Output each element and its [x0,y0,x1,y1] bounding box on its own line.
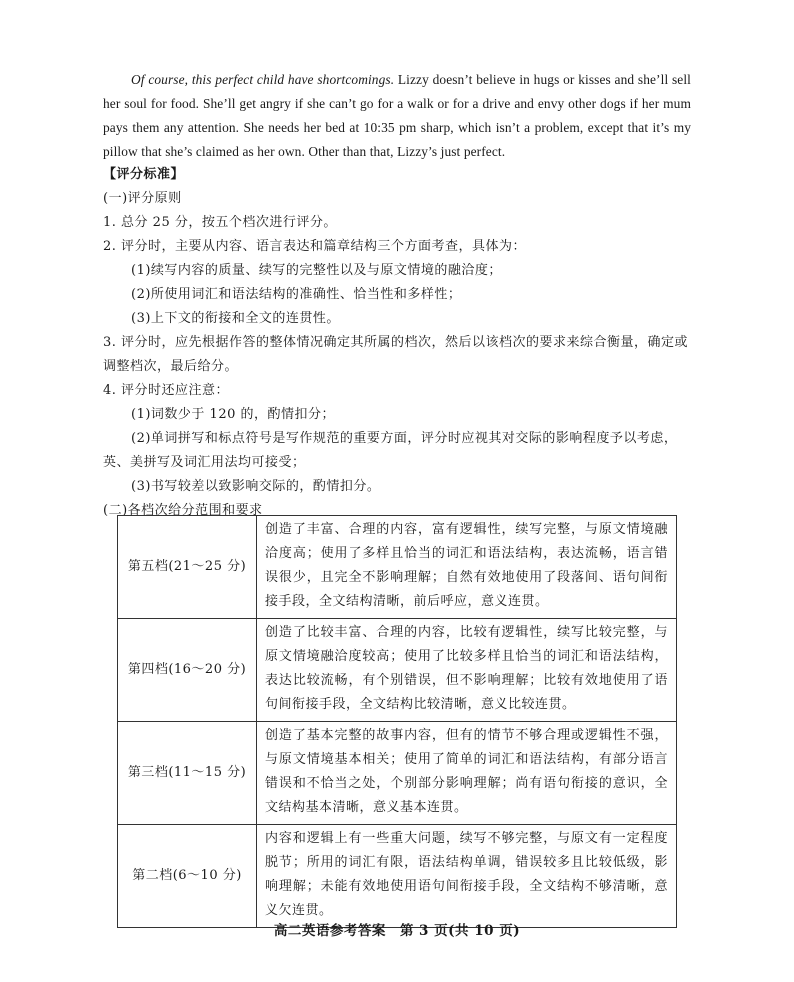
criteria-item-4-sub-1: (1)词数少于 120 的，酌情扣分； [131,407,335,422]
grade-level-table [117,515,677,928]
criteria-item-4-sub-3: (3)书写较差以致影响交际的，酌情扣分。 [131,479,381,494]
criteria-item-4-sub-2-line-1: (2)单词拼写和标点符号是写作规范的重要方面，评分时应视其对交际的影响程度予以考虑， [131,431,678,446]
criteria-item-2-sub-2: (2)所使用词汇和语法结构的准确性、恰当性和多样性； [131,287,462,302]
level-name: 第三档(11～15 分) [118,722,257,825]
level-name: 第四档(16～20 分) [118,619,257,722]
table-row [118,825,677,928]
criteria-item-4: 4. 评分时还应注意： [103,383,230,398]
table-row [118,619,677,722]
level-description: 创造了比较丰富、合理的内容，比较有逻辑性，续写比较完整，与原文情境融洽度较高；使用了比较多样且恰当的词汇和语法结构，表达比较流畅，有个别错误，但不影响理解；比较有效地使用了语句间衔接手段，全文结构比较清晰，意义比较连贯。 [257,619,677,722]
level-description: 创造了丰富、合理的内容，富有逻辑性，续写完整，与原文情境融洽度高；使用了多样且恰当的词汇和语法结构，表达流畅，语言错误很少，且完全不影响理解；自然有效地使用了段落间、语句间衔接手段，全文结构清晰，前后呼应，意义连贯。 [257,516,677,619]
level-name: 第五档(21～25 分) [118,516,257,619]
criteria-item-3-line-1: 3. 评分时，应先根据作答的整体情况确定其所属的档次，然后以该档次的要求来综合衡量，确定或 [103,335,689,350]
level-description: 内容和逻辑上有一些重大问题，续写不够完整，与原文有一定程度脱节；所用的词汇有限，语法结构单调，错误较多且比较低级，影响理解；未能有效地使用语句间衔接手段，全文结构不够清晰，意义欠连贯。 [257,825,677,928]
criteria-item-2-sub-3: (3)上下文的衔接和全文的连贯性。 [131,311,340,326]
criteria-item-2-sub-1: (1)续写内容的质量、续写的完整性以及与原文情境的融洽度； [131,263,502,278]
passage-paragraph [103,68,691,164]
table-row [118,722,677,825]
levels-title: (二)各档次给分范围和要求 [103,503,263,518]
page-footer: 高二英语参考答案 第 3 页(共 10 页) [273,923,521,939]
criteria-item-4-sub-2-line-2: 英、美拼写及词汇用法均可接受； [103,455,306,470]
level-description: 创造了基本完整的故事内容，但有的情节不够合理或逻辑性不强，与原文情境基本相关；使用了简单的词汇和语法结构，有部分语言错误和不恰当之处，个别部分影响理解；尚有语句衔接的意识，全文结构基本清晰，意义基本连贯。 [257,722,677,825]
table-row [118,516,677,619]
level-name: 第二档(6～10 分) [118,825,257,928]
criteria-heading: 【评分标准】 [103,167,185,182]
criteria-item-3-line-2: 调整档次，最后给分。 [103,359,239,374]
criteria-item-1: 1. 总分 25 分，按五个档次进行评分。 [103,215,337,230]
principles-title: (一)评分原则 [103,191,182,206]
criteria-item-2: 2. 评分时，主要从内容、语言表达和篇章结构三个方面考查，具体为： [103,239,527,254]
passage-body: Lizzy doesn’t believe in hugs or kisses and she’ll sell her soul for food. She’ll get angry if she can’t go for a walk or for a drive and envy other dogs if her mum pays them any attention. She needs her bed at 10:35 pm sharp, which isn’t a problem, except that it’s my pillow that she’s claimed as her own. Other than that, Lizzy’s just perfect. [103,72,691,159]
passage-lead-sentence: Of course, this perfect child have shortcomings. [131,72,395,87]
